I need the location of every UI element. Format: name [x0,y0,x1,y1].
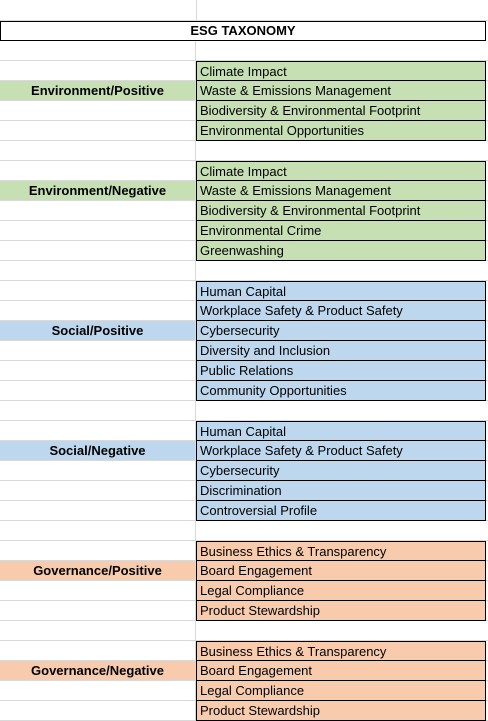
empty-cell[interactable] [196,41,486,61]
empty-cell[interactable] [0,621,196,641]
empty-cell[interactable] [0,521,196,541]
empty-cell[interactable] [0,601,196,621]
category-cell[interactable]: Biodiversity & Environmental Footprint [196,101,486,121]
category-cell[interactable]: Business Ethics & Transparency [196,541,486,561]
empty-row [0,41,488,61]
taxonomy-row [0,381,488,401]
empty-row [0,621,488,641]
empty-cell[interactable] [196,521,486,541]
category-cell[interactable]: Product Stewardship [196,701,486,721]
empty-cell[interactable] [196,401,486,421]
group-label-cell[interactable] [0,321,196,341]
taxonomy-row [0,701,488,721]
category-cell[interactable]: Community Opportunities [196,381,486,401]
empty-cell[interactable] [0,581,196,601]
taxonomy-row [0,641,488,661]
taxonomy-row [0,541,488,561]
taxonomy-row [0,301,488,321]
category-cell[interactable]: Legal Compliance [196,681,486,701]
empty-cell[interactable] [0,681,196,701]
category-cell[interactable]: Workplace Safety & Product Safety [196,441,486,461]
taxonomy-row [0,681,488,701]
empty-cell[interactable] [0,381,196,401]
group-label: Social/Negative [49,443,146,458]
taxonomy-row [0,661,488,681]
empty-cell[interactable] [0,261,196,281]
group-label: Governance/Negative [31,663,164,678]
category-cell[interactable]: Climate Impact [196,161,486,181]
empty-cell[interactable] [0,241,196,261]
category-cell[interactable]: Legal Compliance [196,581,486,601]
group-label: Governance/Positive [33,563,162,578]
category-cell[interactable]: Environmental Opportunities [196,121,486,141]
category-cell[interactable]: Public Relations [196,361,486,381]
category-cell[interactable]: Workplace Safety & Product Safety [196,301,486,321]
empty-cell[interactable] [0,161,196,181]
empty-cell[interactable] [196,141,486,161]
empty-row [0,521,488,541]
category-cell[interactable]: Biodiversity & Environmental Footprint [196,201,486,221]
empty-cell[interactable] [196,621,486,641]
empty-cell[interactable] [0,301,196,321]
empty-row [0,261,488,281]
group-label-cell[interactable] [0,181,196,201]
empty-cell[interactable] [0,141,196,161]
empty-cell[interactable] [196,261,486,281]
group-label-cell[interactable] [0,561,196,581]
group-label: Environment/Negative [28,183,167,198]
empty-cell[interactable] [0,481,196,501]
category-cell[interactable]: Greenwashing [196,241,486,261]
empty-cell[interactable] [0,341,196,361]
taxonomy-row [0,501,488,521]
empty-row [0,0,488,21]
group-label-cell[interactable] [0,441,196,461]
empty-cell[interactable] [0,401,196,421]
category-cell[interactable]: Discrimination [196,481,486,501]
category-cell[interactable]: Human Capital [196,281,486,301]
category-cell[interactable]: Waste & Emissions Management [196,181,486,201]
category-cell[interactable]: Climate Impact [196,61,486,81]
taxonomy-row [0,201,488,221]
taxonomy-row [0,421,488,441]
empty-cell[interactable] [0,501,196,521]
taxonomy-row [0,81,488,101]
empty-cell[interactable] [0,461,196,481]
category-cell[interactable]: Human Capital [196,421,486,441]
category-cell[interactable]: Board Engagement [196,561,486,581]
taxonomy-row [0,221,488,241]
empty-cell[interactable] [0,421,196,441]
empty-row [0,141,488,161]
empty-cell[interactable] [0,361,196,381]
taxonomy-row [0,361,488,381]
empty-cell[interactable] [0,41,196,61]
taxonomy-row [0,481,488,501]
taxonomy-row [0,61,488,81]
category-cell[interactable]: Controversial Profile [196,501,486,521]
category-cell[interactable]: Business Ethics & Transparency [196,641,486,661]
taxonomy-row [0,281,488,301]
empty-cell[interactable] [0,101,196,121]
category-cell[interactable]: Product Stewardship [196,601,486,621]
taxonomy-row [0,101,488,121]
empty-cell[interactable] [0,641,196,661]
group-label-cell[interactable] [0,81,196,101]
taxonomy-row [0,461,488,481]
empty-cell[interactable] [0,701,196,721]
taxonomy-row [0,581,488,601]
taxonomy-row [0,441,488,461]
category-cell[interactable]: Board Engagement [196,661,486,681]
taxonomy-row [0,321,488,341]
taxonomy-row [0,121,488,141]
group-label-cell[interactable] [0,661,196,681]
empty-cell[interactable] [0,61,196,81]
taxonomy-row [0,181,488,201]
category-cell[interactable]: Environmental Crime [196,221,486,241]
empty-cell[interactable] [0,121,196,141]
group-label: Environment/Positive [31,83,164,98]
taxonomy-row [0,601,488,621]
taxonomy-row [0,161,488,181]
category-cell[interactable]: Diversity and Inclusion [196,341,486,361]
category-cell[interactable]: Waste & Emissions Management [196,81,486,101]
taxonomy-row [0,341,488,361]
sheet-title[interactable]: ESG TAXONOMY [0,21,486,41]
taxonomy-row [0,241,488,261]
empty-cell[interactable] [0,541,196,561]
taxonomy-row [0,561,488,581]
empty-cell[interactable] [0,221,196,241]
empty-cell[interactable] [0,201,196,221]
category-cell[interactable]: Cybersecurity [196,321,486,341]
empty-cell[interactable] [0,281,196,301]
group-label: Social/Positive [51,323,144,338]
category-cell[interactable]: Cybersecurity [196,461,486,481]
empty-row [0,401,488,421]
